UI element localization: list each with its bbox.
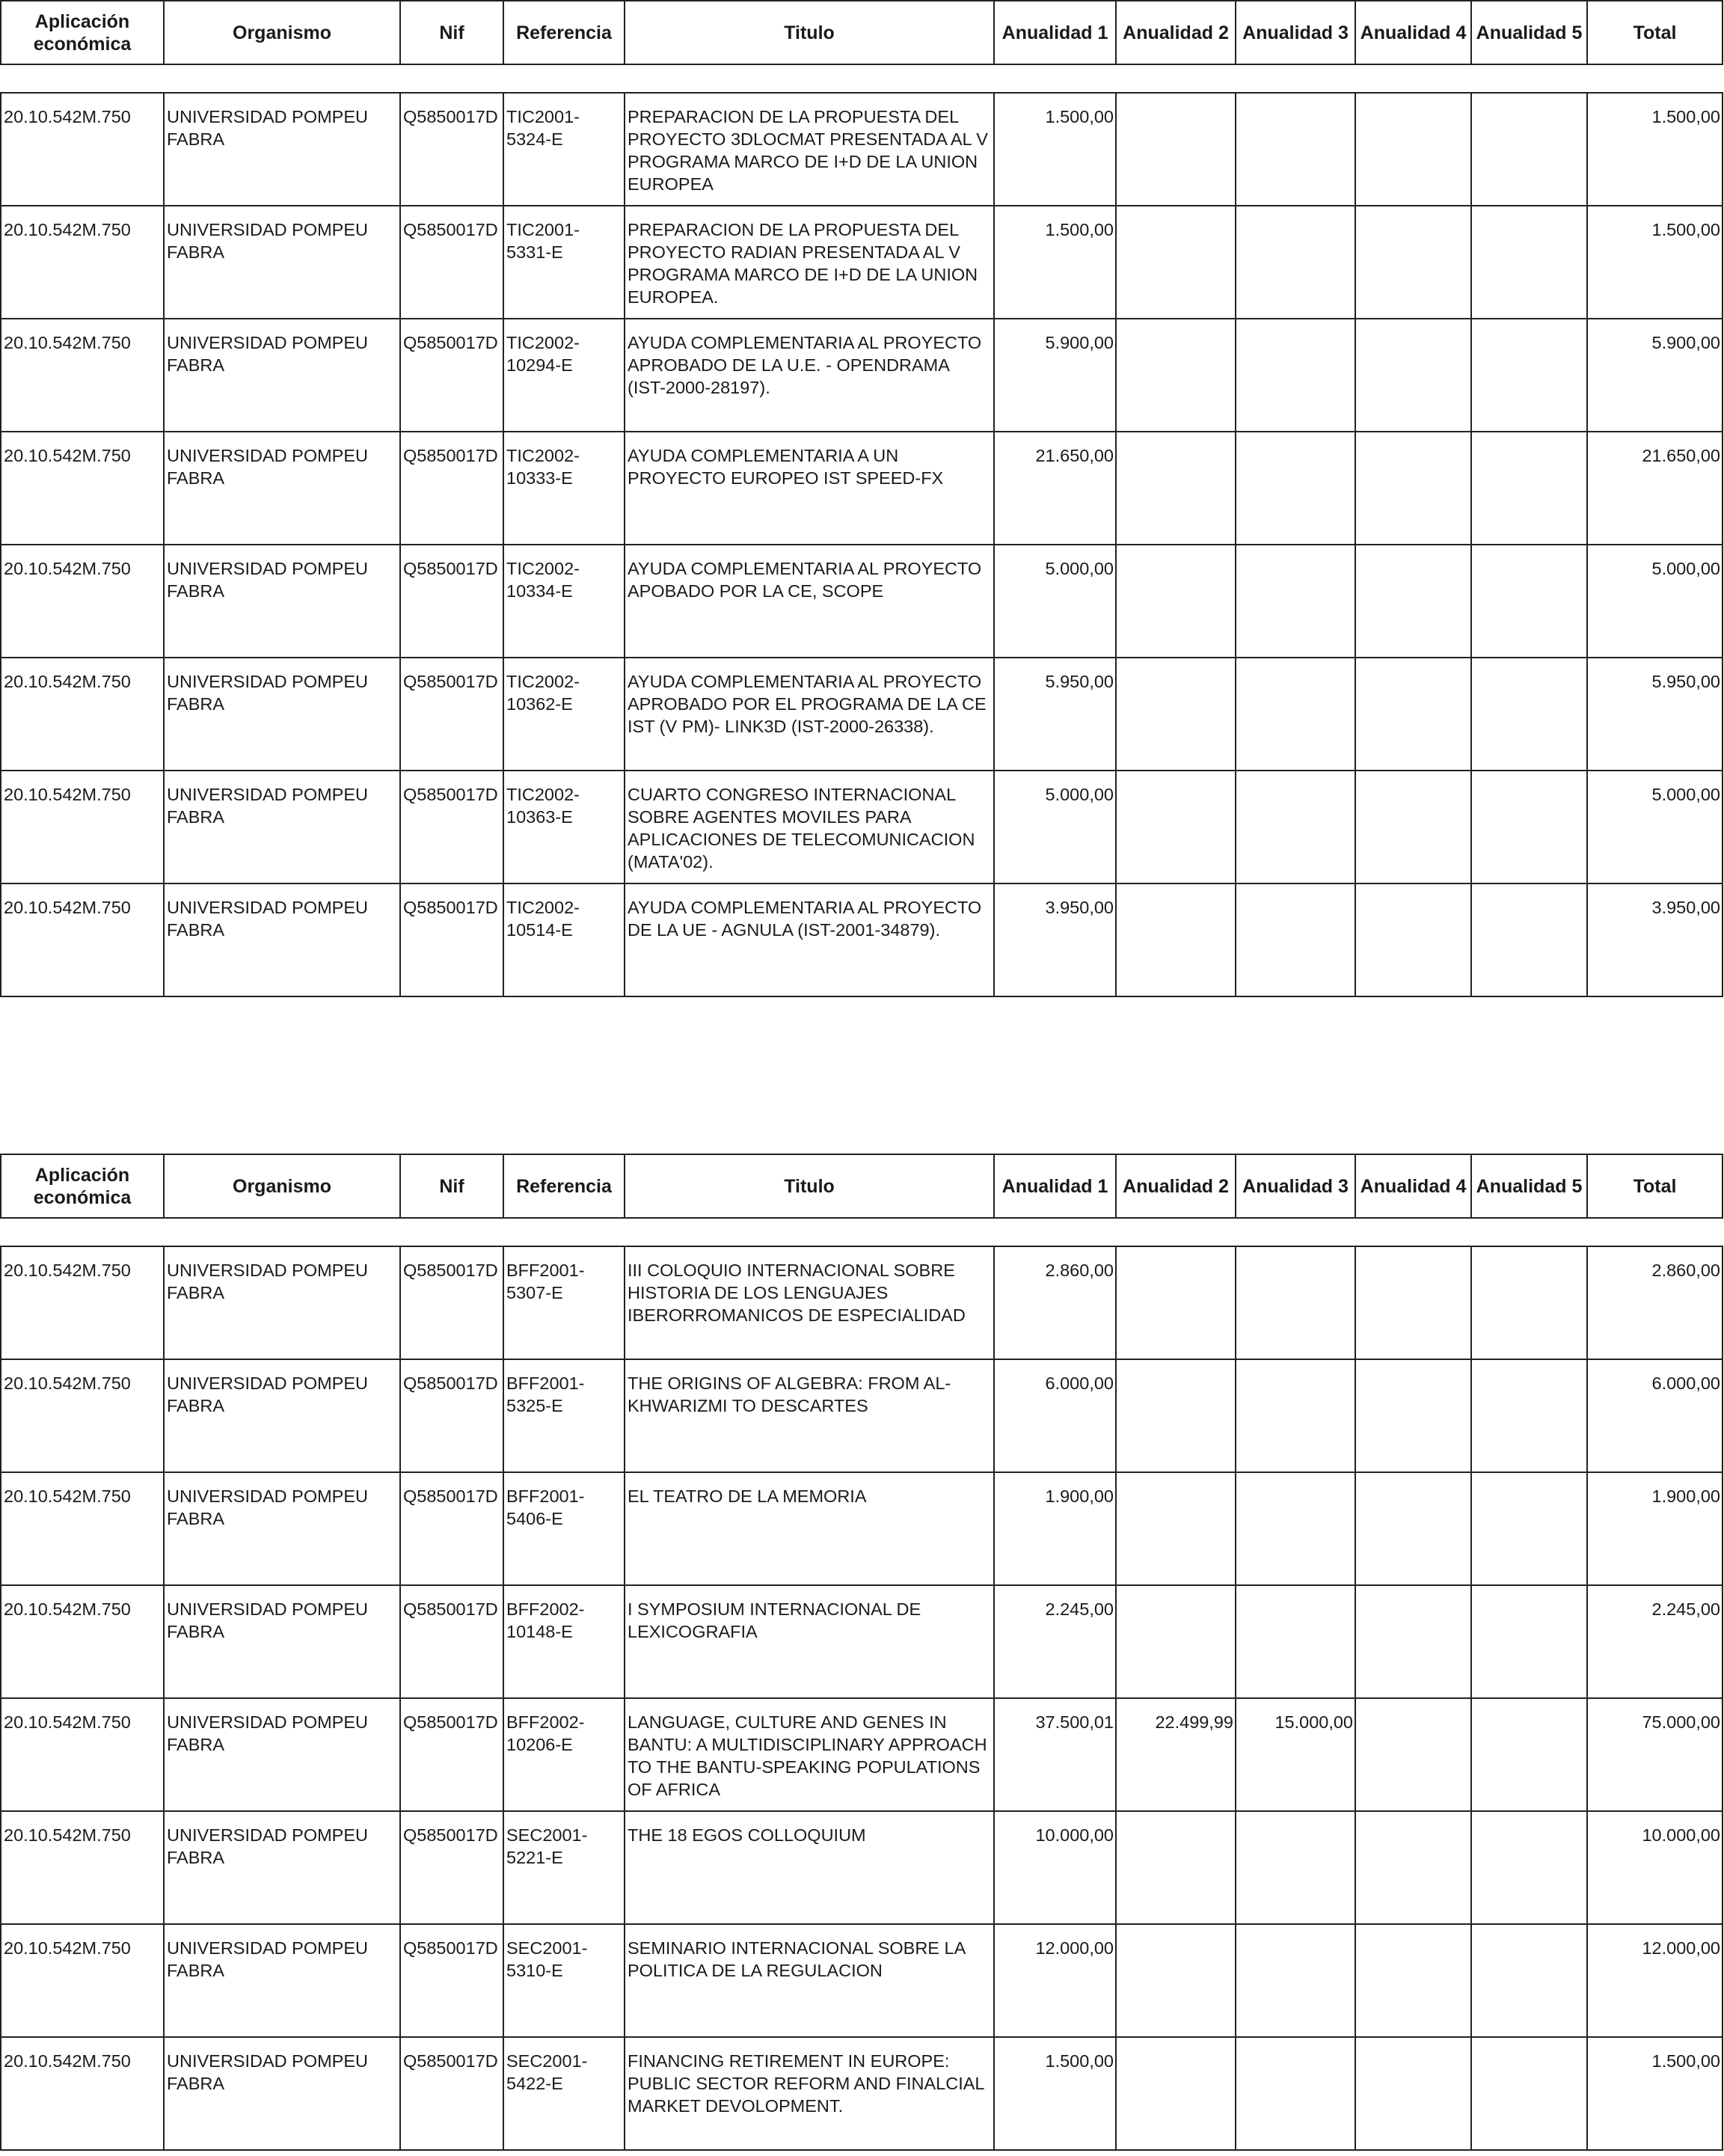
cell-anualidad-2 <box>1116 93 1236 206</box>
header-anualidad-2: Anualidad 2 <box>1116 1154 1236 1218</box>
cell-anualidad-4 <box>1355 1359 1471 1472</box>
cell-anualidad-5 <box>1471 1359 1587 1472</box>
table-header-row <box>1 1154 1723 1218</box>
cell-titulo: PREPARACION DE LA PROPUESTA DEL PROYECTO RADIAN PRESENTADA AL V PROGRAMA MARCO DE I+D DE LA UNION EUROPEA. <box>625 206 994 319</box>
cell-anualidad-1: 5.900,00 <box>994 319 1116 432</box>
cell-nif: Q5850017D <box>400 1359 503 1472</box>
cell-organismo: UNIVERSIDAD POMPEU FABRA <box>164 1359 400 1472</box>
cell-anualidad-2 <box>1116 1924 1236 2037</box>
header-anualidad-3: Anualidad 3 <box>1236 1154 1355 1218</box>
cell-anualidad-3 <box>1236 771 1355 883</box>
table-row <box>1 883 1723 996</box>
cell-anualidad-5 <box>1471 1811 1587 1924</box>
cell-anualidad-5 <box>1471 2037 1587 2150</box>
cell-titulo: SEMINARIO INTERNACIONAL SOBRE LA POLITICA DE LA REGULACION <box>625 1924 994 2037</box>
cell-anualidad-4 <box>1355 1698 1471 1811</box>
header-total: Total <box>1587 1 1723 64</box>
cell-nif: Q5850017D <box>400 2037 503 2150</box>
cell-aplicacion: 20.10.542M.750 <box>1 658 164 771</box>
cell-anualidad-4 <box>1355 883 1471 996</box>
cell-organismo: UNIVERSIDAD POMPEU FABRA <box>164 771 400 883</box>
cell-anualidad-5 <box>1471 883 1587 996</box>
cell-referencia: TIC2002-10333-E <box>503 432 625 545</box>
cell-aplicacion: 20.10.542M.750 <box>1 1246 164 1359</box>
cell-anualidad-4 <box>1355 1585 1471 1698</box>
table-row <box>1 771 1723 883</box>
cell-anualidad-5 <box>1471 658 1587 771</box>
cell-referencia: SEC2001-5221-E <box>503 1811 625 1924</box>
cell-nif: Q5850017D <box>400 883 503 996</box>
cell-anualidad-1: 1.900,00 <box>994 1472 1116 1585</box>
header-anualidad-1: Anualidad 1 <box>994 1 1116 64</box>
cell-referencia: SEC2001-5422-E <box>503 2037 625 2150</box>
cell-aplicacion: 20.10.542M.750 <box>1 771 164 883</box>
cell-aplicacion: 20.10.542M.750 <box>1 1472 164 1585</box>
cell-referencia: SEC2001-5310-E <box>503 1924 625 2037</box>
cell-organismo: UNIVERSIDAD POMPEU FABRA <box>164 2037 400 2150</box>
cell-anualidad-3 <box>1236 206 1355 319</box>
cell-anualidad-2 <box>1116 319 1236 432</box>
cell-anualidad-1: 3.950,00 <box>994 883 1116 996</box>
cell-aplicacion: 20.10.542M.750 <box>1 432 164 545</box>
cell-anualidad-3 <box>1236 658 1355 771</box>
cell-total: 2.245,00 <box>1587 1585 1723 1698</box>
table-row <box>1 658 1723 771</box>
cell-referencia: TIC2002-10334-E <box>503 545 625 658</box>
cell-anualidad-1: 5.000,00 <box>994 545 1116 658</box>
cell-anualidad-3 <box>1236 319 1355 432</box>
cell-titulo: III COLOQUIO INTERNACIONAL SOBRE HISTORIA DE LOS LENGUAJES IBERORROMANICOS DE ESPECIALIDAD <box>625 1246 994 1359</box>
cell-anualidad-2 <box>1116 1811 1236 1924</box>
cell-organismo: UNIVERSIDAD POMPEU FABRA <box>164 1698 400 1811</box>
cell-anualidad-3 <box>1236 1359 1355 1472</box>
header-titulo: Titulo <box>625 1154 994 1218</box>
cell-total: 6.000,00 <box>1587 1359 1723 1472</box>
cell-anualidad-3: 15.000,00 <box>1236 1698 1355 1811</box>
header-anualidad-4: Anualidad 4 <box>1355 1154 1471 1218</box>
cell-organismo: UNIVERSIDAD POMPEU FABRA <box>164 206 400 319</box>
cell-anualidad-3 <box>1236 1472 1355 1585</box>
cell-anualidad-5 <box>1471 432 1587 545</box>
cell-anualidad-3 <box>1236 545 1355 658</box>
cell-total: 2.860,00 <box>1587 1246 1723 1359</box>
grants-table <box>0 1154 1723 2151</box>
cell-total: 1.500,00 <box>1587 2037 1723 2150</box>
cell-nif: Q5850017D <box>400 658 503 771</box>
cell-anualidad-2 <box>1116 1359 1236 1472</box>
cell-titulo: AYUDA COMPLEMENTARIA AL PROYECTO APROBADO DE LA U.E. - OPENDRAMA (IST-2000-28197). <box>625 319 994 432</box>
cell-referencia: BFF2001-5325-E <box>503 1359 625 1472</box>
cell-organismo: UNIVERSIDAD POMPEU FABRA <box>164 1811 400 1924</box>
cell-nif: Q5850017D <box>400 432 503 545</box>
cell-anualidad-3 <box>1236 432 1355 545</box>
table-row <box>1 2037 1723 2150</box>
cell-anualidad-3 <box>1236 1585 1355 1698</box>
cell-anualidad-2: 22.499,99 <box>1116 1698 1236 1811</box>
cell-titulo: CUARTO CONGRESO INTERNACIONAL SOBRE AGENTES MOVILES PARA APLICACIONES DE TELECOMUNICACION (MATA'02). <box>625 771 994 883</box>
table-row <box>1 93 1723 206</box>
cell-organismo: UNIVERSIDAD POMPEU FABRA <box>164 432 400 545</box>
cell-anualidad-1: 6.000,00 <box>994 1359 1116 1472</box>
cell-total: 10.000,00 <box>1587 1811 1723 1924</box>
table-row <box>1 1811 1723 1924</box>
header-nif: Nif <box>400 1154 503 1218</box>
cell-total: 21.650,00 <box>1587 432 1723 545</box>
table-header-row <box>1 1 1723 64</box>
cell-anualidad-2 <box>1116 658 1236 771</box>
table-row <box>1 1472 1723 1585</box>
cell-total: 3.950,00 <box>1587 883 1723 996</box>
cell-anualidad-5 <box>1471 93 1587 206</box>
cell-anualidad-5 <box>1471 1472 1587 1585</box>
table-row <box>1 432 1723 545</box>
cell-nif: Q5850017D <box>400 1585 503 1698</box>
cell-anualidad-1: 5.000,00 <box>994 771 1116 883</box>
cell-referencia: TIC2002-10363-E <box>503 771 625 883</box>
cell-anualidad-1: 1.500,00 <box>994 206 1116 319</box>
cell-titulo: AYUDA COMPLEMENTARIA AL PROYECTO APROBADO POR EL PROGRAMA DE LA CE IST (V PM)- LINK3D (IST-2000-26338). <box>625 658 994 771</box>
cell-total: 75.000,00 <box>1587 1698 1723 1811</box>
cell-nif: Q5850017D <box>400 319 503 432</box>
cell-nif: Q5850017D <box>400 771 503 883</box>
cell-anualidad-4 <box>1355 1811 1471 1924</box>
header-spacer <box>1 1218 1723 1246</box>
header-referencia: Referencia <box>503 1 625 64</box>
cell-anualidad-1: 21.650,00 <box>994 432 1116 545</box>
cell-anualidad-2 <box>1116 771 1236 883</box>
cell-nif: Q5850017D <box>400 1698 503 1811</box>
cell-nif: Q5850017D <box>400 93 503 206</box>
cell-anualidad-2 <box>1116 545 1236 658</box>
cell-anualidad-2 <box>1116 1472 1236 1585</box>
grants-table <box>0 0 1723 997</box>
cell-total: 1.500,00 <box>1587 206 1723 319</box>
cell-anualidad-5 <box>1471 206 1587 319</box>
cell-anualidad-2 <box>1116 1585 1236 1698</box>
cell-nif: Q5850017D <box>400 1811 503 1924</box>
cell-aplicacion: 20.10.542M.750 <box>1 206 164 319</box>
header-referencia: Referencia <box>503 1154 625 1218</box>
cell-anualidad-2 <box>1116 206 1236 319</box>
header-anualidad-5: Anualidad 5 <box>1471 1154 1587 1218</box>
header-anualidad-1: Anualidad 1 <box>994 1154 1116 1218</box>
header-organismo: Organismo <box>164 1154 400 1218</box>
cell-aplicacion: 20.10.542M.750 <box>1 1811 164 1924</box>
table-row <box>1 1698 1723 1811</box>
cell-referencia: BFF2002-10206-E <box>503 1698 625 1811</box>
cell-titulo: I SYMPOSIUM INTERNACIONAL DE LEXICOGRAFIA <box>625 1585 994 1698</box>
cell-anualidad-4 <box>1355 432 1471 545</box>
cell-anualidad-3 <box>1236 1811 1355 1924</box>
cell-anualidad-4 <box>1355 658 1471 771</box>
cell-anualidad-1: 2.245,00 <box>994 1585 1116 1698</box>
cell-nif: Q5850017D <box>400 1472 503 1585</box>
cell-anualidad-1: 37.500,01 <box>994 1698 1116 1811</box>
table-row <box>1 545 1723 658</box>
cell-referencia: TIC2002-10514-E <box>503 883 625 996</box>
cell-anualidad-2 <box>1116 2037 1236 2150</box>
cell-anualidad-1: 1.500,00 <box>994 93 1116 206</box>
cell-organismo: UNIVERSIDAD POMPEU FABRA <box>164 883 400 996</box>
table-row <box>1 1359 1723 1472</box>
cell-aplicacion: 20.10.542M.750 <box>1 93 164 206</box>
cell-nif: Q5850017D <box>400 206 503 319</box>
cell-aplicacion: 20.10.542M.750 <box>1 883 164 996</box>
cell-total: 1.900,00 <box>1587 1472 1723 1585</box>
cell-aplicacion: 20.10.542M.750 <box>1 1698 164 1811</box>
cell-anualidad-5 <box>1471 319 1587 432</box>
cell-organismo: UNIVERSIDAD POMPEU FABRA <box>164 658 400 771</box>
cell-organismo: UNIVERSIDAD POMPEU FABRA <box>164 1924 400 2037</box>
header-nif: Nif <box>400 1 503 64</box>
grants-table-block-1 <box>0 0 1722 997</box>
cell-aplicacion: 20.10.542M.750 <box>1 1924 164 2037</box>
cell-organismo: UNIVERSIDAD POMPEU FABRA <box>164 1472 400 1585</box>
cell-titulo: FINANCING RETIREMENT IN EUROPE: PUBLIC SECTOR REFORM AND FINALCIAL MARKET DEVOLOPMENT. <box>625 2037 994 2150</box>
cell-anualidad-2 <box>1116 432 1236 545</box>
cell-anualidad-3 <box>1236 93 1355 206</box>
header-anualidad-2: Anualidad 2 <box>1116 1 1236 64</box>
cell-anualidad-4 <box>1355 545 1471 658</box>
header-titulo: Titulo <box>625 1 994 64</box>
cell-anualidad-1: 12.000,00 <box>994 1924 1116 2037</box>
cell-referencia: BFF2002-10148-E <box>503 1585 625 1698</box>
cell-titulo: THE ORIGINS OF ALGEBRA: FROM AL-KHWARIZMI TO DESCARTES <box>625 1359 994 1472</box>
cell-aplicacion: 20.10.542M.750 <box>1 545 164 658</box>
cell-referencia: TIC2002-10362-E <box>503 658 625 771</box>
cell-total: 5.900,00 <box>1587 319 1723 432</box>
cell-aplicacion: 20.10.542M.750 <box>1 319 164 432</box>
cell-anualidad-5 <box>1471 545 1587 658</box>
cell-anualidad-4 <box>1355 1472 1471 1585</box>
cell-anualidad-5 <box>1471 1698 1587 1811</box>
header-anualidad-5: Anualidad 5 <box>1471 1 1587 64</box>
header-organismo: Organismo <box>164 1 400 64</box>
cell-total: 12.000,00 <box>1587 1924 1723 2037</box>
cell-anualidad-1: 5.950,00 <box>994 658 1116 771</box>
cell-referencia: TIC2001-5331-E <box>503 206 625 319</box>
table-row <box>1 1924 1723 2037</box>
cell-anualidad-4 <box>1355 2037 1471 2150</box>
cell-total: 5.000,00 <box>1587 545 1723 658</box>
table-row <box>1 1246 1723 1359</box>
cell-anualidad-4 <box>1355 206 1471 319</box>
cell-titulo: AYUDA COMPLEMENTARIA AL PROYECTO APOBADO POR LA CE, SCOPE <box>625 545 994 658</box>
cell-referencia: TIC2002-10294-E <box>503 319 625 432</box>
cell-nif: Q5850017D <box>400 1246 503 1359</box>
cell-organismo: UNIVERSIDAD POMPEU FABRA <box>164 545 400 658</box>
cell-anualidad-1: 2.860,00 <box>994 1246 1116 1359</box>
table-row <box>1 319 1723 432</box>
cell-total: 5.950,00 <box>1587 658 1723 771</box>
cell-anualidad-4 <box>1355 93 1471 206</box>
cell-aplicacion: 20.10.542M.750 <box>1 1585 164 1698</box>
cell-anualidad-5 <box>1471 1924 1587 2037</box>
cell-nif: Q5850017D <box>400 1924 503 2037</box>
header-aplicacion: Aplicación económica <box>1 1154 164 1218</box>
cell-referencia: BFF2001-5307-E <box>503 1246 625 1359</box>
cell-organismo: UNIVERSIDAD POMPEU FABRA <box>164 1585 400 1698</box>
cell-aplicacion: 20.10.542M.750 <box>1 1359 164 1472</box>
header-total: Total <box>1587 1154 1723 1218</box>
cell-anualidad-4 <box>1355 319 1471 432</box>
cell-nif: Q5850017D <box>400 545 503 658</box>
cell-titulo: EL TEATRO DE LA MEMORIA <box>625 1472 994 1585</box>
cell-anualidad-5 <box>1471 1246 1587 1359</box>
cell-titulo: THE 18 EGOS COLLOQUIUM <box>625 1811 994 1924</box>
cell-anualidad-4 <box>1355 771 1471 883</box>
cell-total: 1.500,00 <box>1587 93 1723 206</box>
cell-anualidad-3 <box>1236 1924 1355 2037</box>
cell-anualidad-5 <box>1471 1585 1587 1698</box>
header-anualidad-3: Anualidad 3 <box>1236 1 1355 64</box>
cell-referencia: BFF2001-5406-E <box>503 1472 625 1585</box>
header-aplicacion: Aplicación económica <box>1 1 164 64</box>
grants-table-block-2 <box>0 1154 1722 2151</box>
cell-organismo: UNIVERSIDAD POMPEU FABRA <box>164 93 400 206</box>
header-spacer <box>1 64 1723 93</box>
cell-anualidad-5 <box>1471 771 1587 883</box>
cell-titulo: LANGUAGE, CULTURE AND GENES IN BANTU: A MULTIDISCIPLINARY APPROACH TO THE BANTU-SPEAKING POPULATIONS OF AFRICA <box>625 1698 994 1811</box>
table-row <box>1 1585 1723 1698</box>
cell-anualidad-2 <box>1116 883 1236 996</box>
cell-anualidad-1: 1.500,00 <box>994 2037 1116 2150</box>
table-row <box>1 206 1723 319</box>
cell-anualidad-3 <box>1236 883 1355 996</box>
cell-anualidad-4 <box>1355 1924 1471 2037</box>
cell-titulo: AYUDA COMPLEMENTARIA A UN PROYECTO EUROPEO IST SPEED-FX <box>625 432 994 545</box>
header-anualidad-4: Anualidad 4 <box>1355 1 1471 64</box>
cell-organismo: UNIVERSIDAD POMPEU FABRA <box>164 319 400 432</box>
cell-anualidad-4 <box>1355 1246 1471 1359</box>
cell-anualidad-3 <box>1236 2037 1355 2150</box>
cell-titulo: PREPARACION DE LA PROPUESTA DEL PROYECTO 3DLOCMAT PRESENTADA AL V PROGRAMA MARCO DE I+D DE LA UNION EUROPEA <box>625 93 994 206</box>
cell-referencia: TIC2001-5324-E <box>503 93 625 206</box>
cell-organismo: UNIVERSIDAD POMPEU FABRA <box>164 1246 400 1359</box>
cell-total: 5.000,00 <box>1587 771 1723 883</box>
cell-anualidad-1: 10.000,00 <box>994 1811 1116 1924</box>
cell-anualidad-3 <box>1236 1246 1355 1359</box>
cell-aplicacion: 20.10.542M.750 <box>1 2037 164 2150</box>
cell-titulo: AYUDA COMPLEMENTARIA AL PROYECTO DE LA UE - AGNULA (IST-2001-34879). <box>625 883 994 996</box>
cell-anualidad-2 <box>1116 1246 1236 1359</box>
